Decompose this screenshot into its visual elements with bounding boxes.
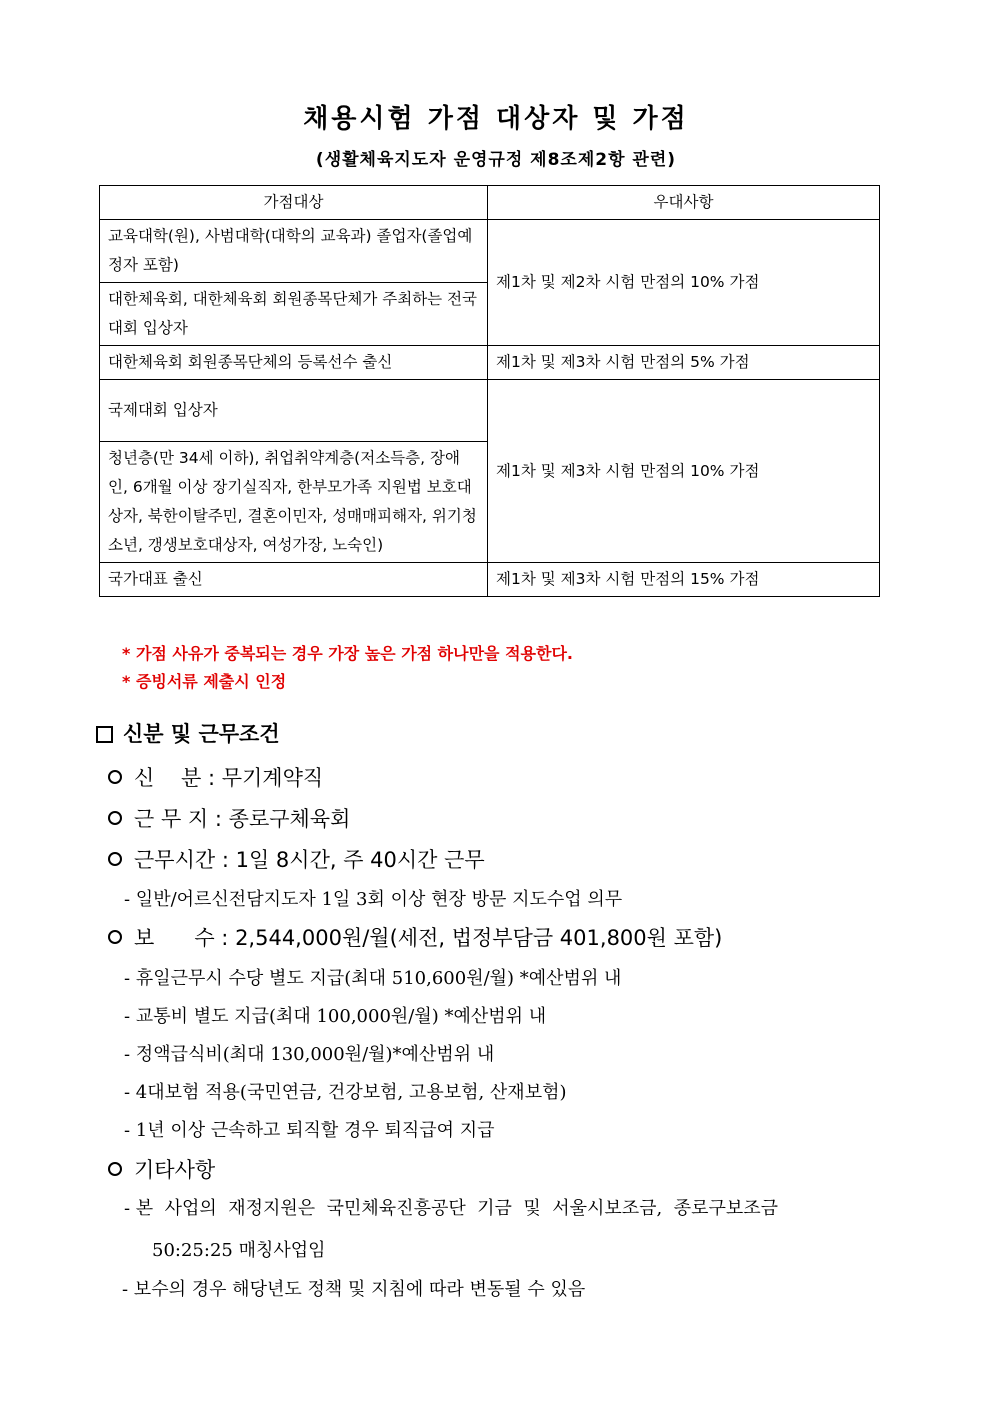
header-benefit: 우대사항 (488, 186, 880, 220)
condition-workplace (108, 803, 350, 833)
pay-detail: - 정액급식비(최대 130,000원/월)*예산범위 내 (124, 1044, 495, 1065)
circle-bullet-icon (108, 1162, 122, 1176)
benefit-cell: 제1차 및 제3차 시험 만점의 15% 가점 (488, 563, 880, 597)
document-subtitle: (생활체육지도자 운영규정 제8조제2항 관련) (315, 150, 677, 170)
condition-label: 근무시간 : (134, 848, 229, 872)
target-cell: 대한체육회 회원종목단체의 등록선수 출신 (100, 346, 488, 380)
other-detail: 50:25:25 매칭사업임 (152, 1240, 326, 1261)
condition-label: 신 분 : (134, 766, 216, 790)
condition-label: 근 무 지 : (134, 807, 222, 831)
condition-status (108, 762, 323, 792)
condition-hours (108, 844, 485, 874)
condition-pay (108, 922, 722, 952)
condition-label: 보 수 : (134, 926, 229, 950)
target-cell: 청년층(만 34세 이하), 취업취약계층(저소득층, 장애인, 6개월 이상 장기실직자, 한부모가족 지원법 보호대상자, 북한이탈주민, 결혼이민자, 성매매피해자, 위기청소년, 갱생보호대상자, 여성가장, 노숙인) (100, 442, 488, 563)
condition-value: 종로구체육회 (228, 807, 351, 831)
note-evidence: * 증빙서류 제출시 인정 (122, 672, 287, 691)
condition-value: 무기계약직 (221, 766, 324, 790)
table-row (100, 220, 880, 283)
circle-bullet-icon (108, 811, 122, 825)
pay-detail: - 휴일근무시 수당 별도 지급(최대 510,600원/월) *예산범위 내 (124, 968, 622, 989)
section-title: 신분 및 근무조건 (123, 722, 280, 746)
table-notes (122, 640, 573, 696)
checkbox-square-icon (96, 726, 113, 743)
section-heading (96, 718, 280, 748)
target-cell: 국가대표 출신 (100, 563, 488, 597)
circle-bullet-icon (108, 852, 122, 866)
condition-value: 1일 8시간, 주 40시간 근무 (235, 848, 485, 872)
hours-detail: - 일반/어르신전담지도자 1일 3회 이상 현장 방문 지도수업 의무 (124, 889, 623, 910)
target-cell: 국제대회 입상자 (100, 380, 488, 442)
other-detail: - 본 사업의 재정지원은 국민체육진흥공단 기금 및 서울시보조금, 종로구보조금 (124, 1198, 779, 1219)
circle-bullet-icon (108, 770, 122, 784)
pay-detail: - 교통비 별도 지급(최대 100,000원/월) *예산범위 내 (124, 1006, 547, 1027)
benefit-cell: 제1차 및 제3차 시험 만점의 5% 가점 (488, 346, 880, 380)
target-cell: 교육대학(원), 사범대학(대학의 교육과) 졸업자(졸업예정자 포함) (100, 220, 488, 283)
condition-value: 2,544,000원/월(세전, 법정부담금 401,800원 포함) (235, 926, 723, 950)
circle-bullet-icon (108, 930, 122, 944)
header-target: 가점대상 (100, 186, 488, 220)
pay-detail: - 4대보험 적용(국민연금, 건강보험, 고용보험, 산재보험) (124, 1082, 567, 1103)
note-duplicate: * 가점 사유가 중복되는 경우 가장 높은 가점 하나만을 적용한다. (122, 644, 573, 663)
table-header-row (100, 186, 880, 220)
benefit-cell: 제1차 및 제2차 시험 만점의 10% 가점 (488, 220, 880, 346)
table-row (100, 380, 880, 442)
table-row (100, 346, 880, 380)
table-row (100, 563, 880, 597)
condition-other (108, 1154, 215, 1184)
bonus-table (99, 185, 880, 597)
condition-label: 기타사항 (134, 1158, 216, 1182)
benefit-cell: 제1차 및 제3차 시험 만점의 10% 가점 (488, 380, 880, 563)
pay-detail: - 1년 이상 근속하고 퇴직할 경우 퇴직급여 지급 (124, 1120, 495, 1141)
document-title: 채용시험 가점 대상자 및 가점 (303, 104, 689, 134)
other-detail: - 보수의 경우 해당년도 정책 및 지침에 따라 변동될 수 있음 (122, 1279, 586, 1300)
target-cell: 대한체육회, 대한체육회 회원종목단체가 주최하는 전국대회 입상자 (100, 283, 488, 346)
